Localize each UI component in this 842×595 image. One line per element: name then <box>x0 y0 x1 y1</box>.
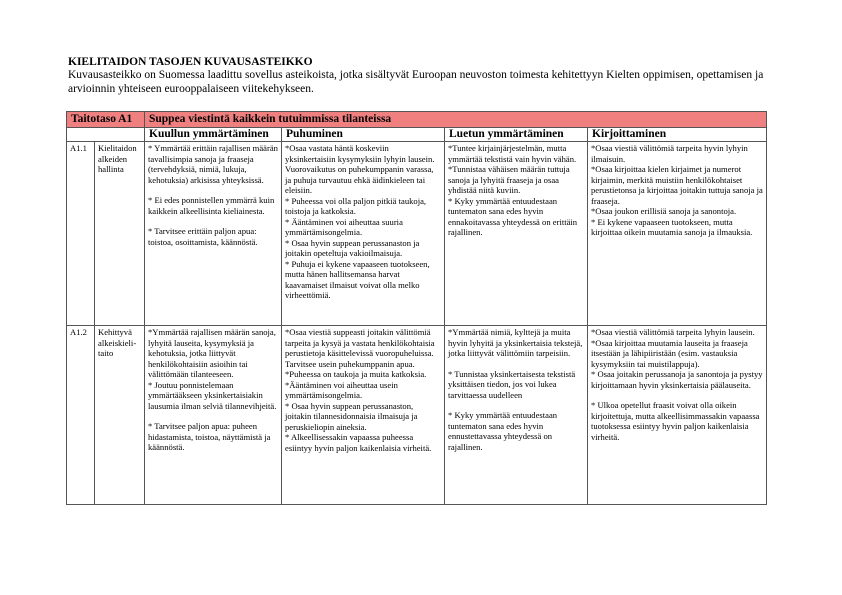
descriptor: * Osaa hyvin suppean perussanaston ja joitakin opeteltuja vakioilmaisuja. <box>285 237 420 258</box>
descriptor: * Kyky ymmärtää entuudestaan tuntematon sana edes hyvin ennakoitavassa yhteydessä on erittäin rajallinen. <box>448 195 578 237</box>
level-label: Taitotaso A1 <box>67 112 145 128</box>
document-header <box>68 56 768 96</box>
column-header-reading: Luetun ymmärtäminen <box>445 128 588 142</box>
document-title: KIELITAIDON TASOJEN KUVAUSASTEIKKO <box>68 56 313 68</box>
column-header-speaking: Puhuminen <box>282 128 445 142</box>
level-header-row <box>67 112 767 128</box>
descriptor: * Osaa hyvin suppean perussanaston, joitakin tilannesidonnaisia ilmaisuja ja peruskieliopin aineksia. <box>285 400 418 432</box>
descriptor: *Tunnistaa vähäisen määrän tuttuja sanoja ja lyhyitä fraaseja ja osaa yhdistää niitä kuviin. <box>448 164 570 195</box>
speaking-cell <box>282 326 445 505</box>
descriptor: * Ääntäminen voi aiheuttaa suuria ymmärtämisongelmia. <box>285 216 403 237</box>
descriptor: *Tuntee kirjainjärjestelmän, mutta ymmärtää tekstistä vain hyvin vähän. <box>448 143 577 164</box>
listening-cell <box>145 326 282 505</box>
descriptor: *Ymmärtää rajallisen määrän sanoja, lyhyitä lauseita, kysymyksiä ja kehotuksia, jotka liittyvät henkilökohtaisiin asioihin tai välittömään tilanteeseen. <box>148 327 276 379</box>
row-name: Kielitaidon alkeiden hallinta <box>95 142 145 326</box>
descriptor: * Ei kykene vapaaseen tuotokseen, mutta kirjoittaa oikein muutamia sanoja ja ilmauksia. <box>591 216 753 237</box>
descriptor: * Tunnistaa yksinkertaisesta tekstistä yksittäisen tiedon, jos voi lukea tarvittaessa uudelleen <box>448 368 576 400</box>
descriptor: *Ymmärtää nimiä, kylttejä ja muita hyvin lyhyitä ja yksinkertaisia tekstejä, jotka liittyvät välittömiin tarpeisiin. <box>448 327 583 358</box>
descriptor: * Ei edes ponnistellen ymmärrä kuin kaikkein alkeellisinta kieliainesta. <box>148 195 275 216</box>
empty-header-cell <box>67 128 145 142</box>
listening-cell <box>145 142 282 326</box>
row-code: A1.1 <box>67 142 95 326</box>
speaking-cell <box>282 142 445 326</box>
proficiency-scale-table <box>66 111 767 505</box>
descriptor: *Osaa joukon erillisiä sanoja ja sanontoja. <box>591 206 737 216</box>
descriptor: * Alkeellisessakin vapaassa puheessa esiintyy hyvin paljon kaikenlaisia virheitä. <box>285 432 432 453</box>
level-description: Suppea viestintä kaikkein tutuimmissa tilanteissa <box>145 112 767 128</box>
descriptor: * Tarvitsee erittäin paljon apua: toistoa, osoittamista, käännöstä. <box>148 226 258 247</box>
descriptor: * Kyky ymmärtää entuudestaan tuntematon sana edes hyvin ennustettavassa yhteydessä on rajallinen. <box>448 410 558 452</box>
reading-cell <box>445 326 588 505</box>
descriptor: * Joutuu ponnistelemaan ymmärtääkseen yksinkertaisiakin lausumia ilman selviä tilannevihjeitä. <box>148 379 277 411</box>
descriptor: * Ymmärtää erittäin rajallisen määrän tavallisimpia sanoja ja fraaseja (tervehdyksiä, nimiä, lukuja, kehotuksia) arkisissa yhteyksissä. <box>148 143 278 185</box>
document-intro: Kuvausasteikko on Suomessa laadittu sovellus asteikoista, jotka sisältyvät Euroopan neuvoston toimesta kehitettyyn Kielten oppimisen, opettamisen ja arvioinnin yhteiseen eurooppalaiseen viitekehykseen. <box>68 69 764 95</box>
skill-header-row <box>67 128 767 142</box>
descriptor: *Osaa kirjoittaa kielen kirjaimet ja numerot kirjaimin, merkitä muistiin henkilökohtaiset perustietonsa ja kirjoittaa joitakin tuttuja sanoja ja fraaseja. <box>591 164 763 206</box>
table-row <box>67 142 767 326</box>
writing-cell <box>588 142 767 326</box>
row-name: Kehittyvä alkeiskieli-taito <box>95 326 145 505</box>
reading-cell <box>445 142 588 326</box>
column-header-writing: Kirjoittaminen <box>588 128 767 142</box>
row-code: A1.2 <box>67 326 95 505</box>
descriptor: *Ääntäminen voi aiheuttaa usein ymmärtämisongelmia. <box>285 379 398 400</box>
descriptor: *Osaa vastata häntä koskeviin yksinkertaisiin kysymyksiin lyhyin lausein. Vuorovaikutus on puhekumppanin varassa, ja puhuja turvautuu ehkä äidinkieleen tai eleisiin. <box>285 143 435 195</box>
descriptor: *Puheessa on taukoja ja muita katkoksia. <box>285 369 427 379</box>
descriptor: * Puheessa voi olla paljon pitkiä taukoja, toistoja ja katkoksia. <box>285 195 427 216</box>
descriptor: * Osaa joitakin perussanoja ja sanontoja ja pystyy kirjoittamaan hyvin yksinkertaisia päälauseita. <box>591 369 763 390</box>
descriptor: *Osaa viestiä suppeasti joitakin välittömiä tarpeita ja kysyä ja vastata henkilökohtaisia perustietoja käsittelevissä vuoropuheluissa. Tarvitsee usein puhekumppanin apua. <box>285 327 435 369</box>
descriptor: * Puhuja ei kykene vapaaseen tuotokseen, mutta hänen hallitsemansa harvat kaavamaiset ilmaisut voivat olla melko virheettömiä. <box>285 258 430 300</box>
writing-cell <box>588 326 767 505</box>
descriptor: *Osaa kirjoittaa muutamia lauseita ja fraaseja itsestään ja lähipiiristään (esim. vastauksia kysymyksiin tai muistilappuja). <box>591 337 748 369</box>
descriptor: * Ulkoa opetellut fraasit voivat olla oikein kirjoitettuja, mutta alkeellisimmassakin vapaassa tuotoksessa esiintyy hyvin paljon kaikenlaisia virheitä. <box>591 400 760 442</box>
descriptor: *Osaa viestiä välittömiä tarpeita lyhyin lausein. <box>591 327 755 337</box>
table-row <box>67 326 767 505</box>
descriptor: *Osaa viestiä välittömiä tarpeita hyvin lyhyin ilmaisuin. <box>591 143 748 164</box>
column-header-listening: Kuullun ymmärtäminen <box>145 128 282 142</box>
descriptor: * Tarvitsee paljon apua: puheen hidastamista, toistoa, näyttämistä ja käännöstä. <box>148 421 271 452</box>
